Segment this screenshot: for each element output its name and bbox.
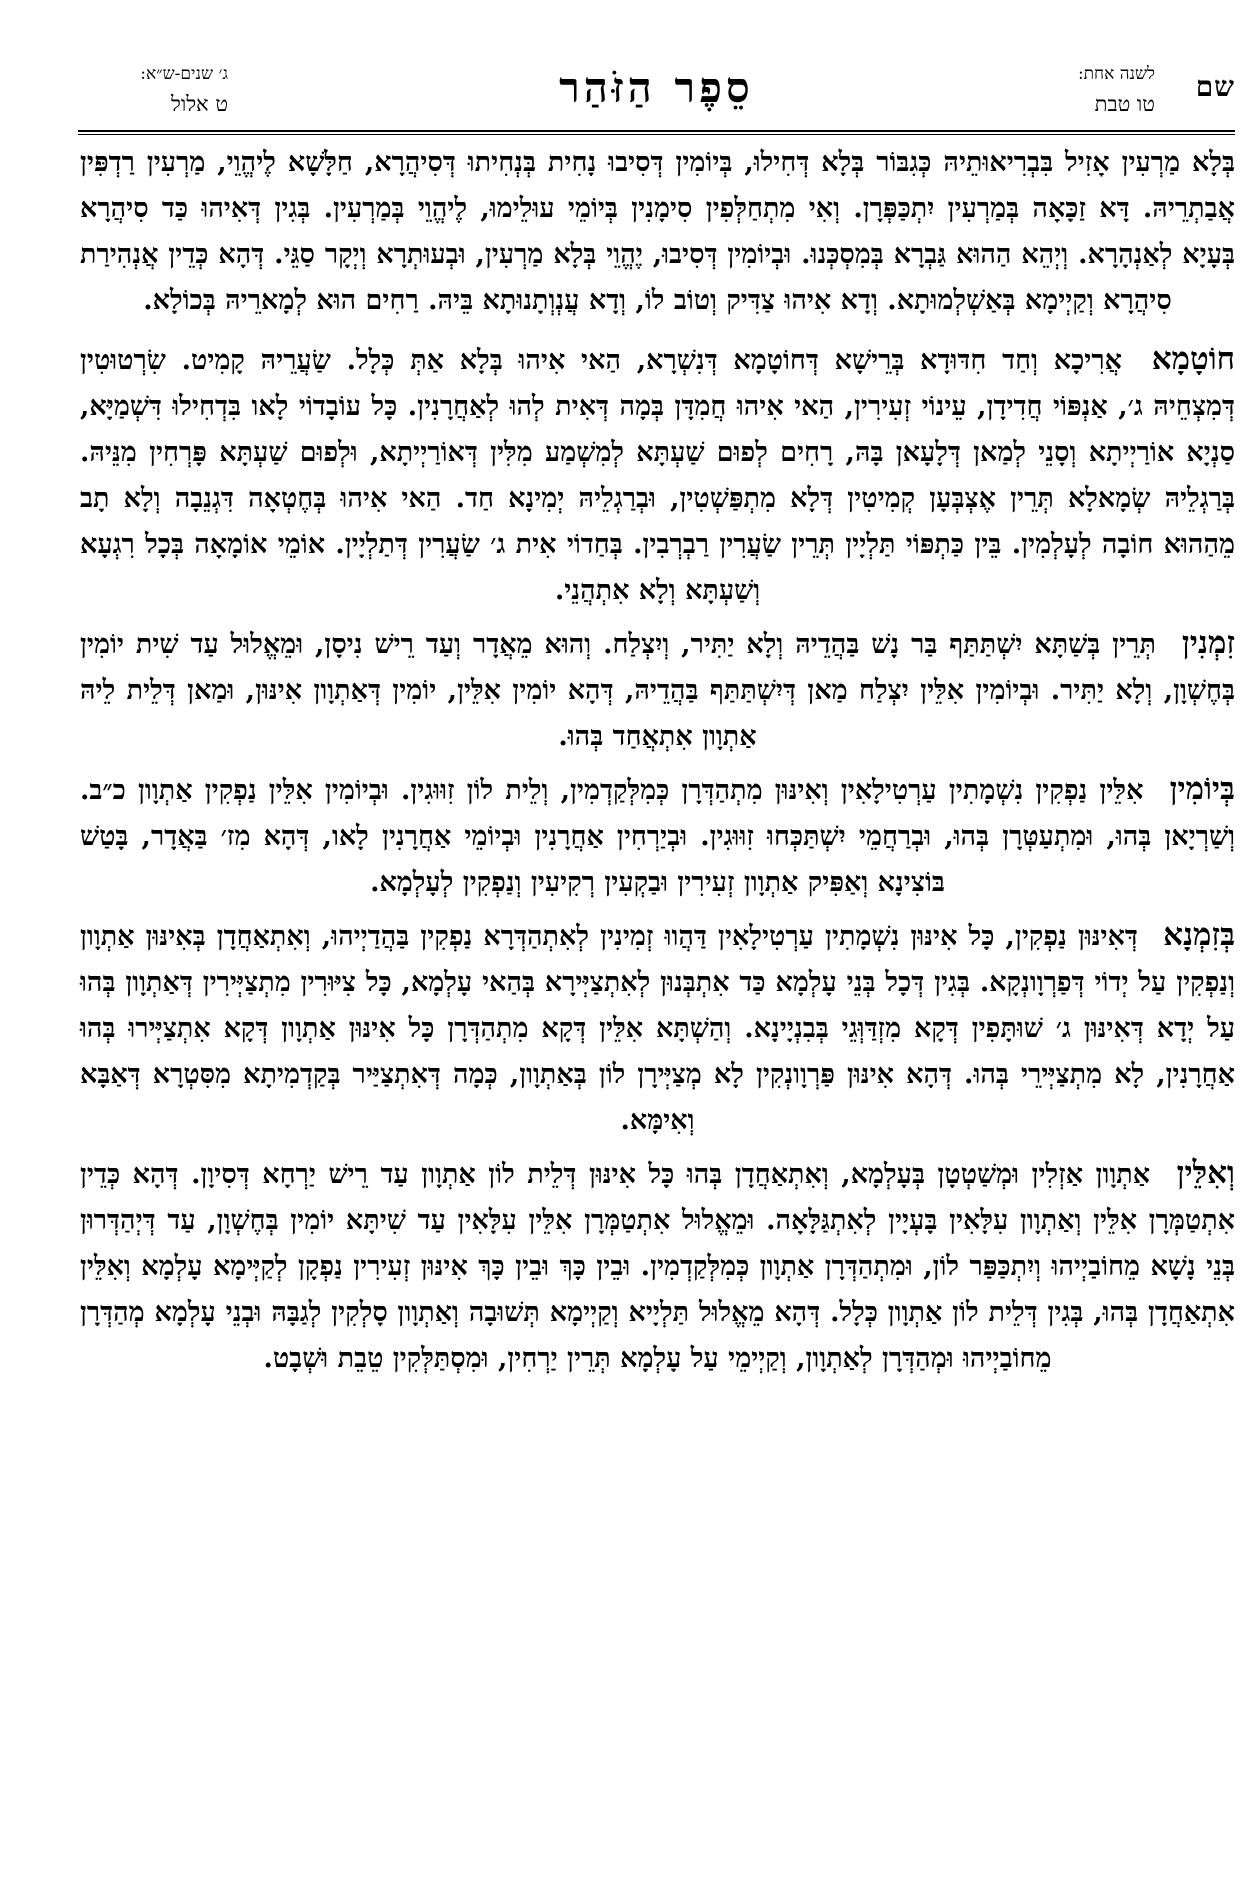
paragraph-lead-word: בְּיוֹמִין [1169, 771, 1235, 807]
paragraph-text: אֲרִיכָא וְחַד חִדּוּדָא בְּרֵישָׁא דְּחוֹטָמָא דְּנִשְׁרָא, הַאי אִיהוּ בְּלָא אַתְּ כְּלָל. שַׂעֲרֵיהּ קָמִיט. שִׂרְטוּטִין דְּמִצְחֵיהּ ג׳, אַנְפּוֹי חֲדִידָן, עֵינוֹי זְעִירִין, הַאי אִיהוּ חֲמִדָּן בְּמָה דְּאִית לְהוּ לְאַחֲרָנִין. כָּל עוֹבָדוֹי לָאו בִּדְחִילוּ דִּשְׁמַיָּא, סַנְיָא אוֹרַיְיתָא וְסָנֵי לְמַאן דְּלָעָאן בָּהּ, רָחִים לְפוּם שַׁעְתָּא לְמִשְׁמַע מִלִּין דְּאוֹרַיְיתָא, וּלְפוּם שַׁעְתָּא פָּרְחִין מִנֵּיהּ. בְּרַגְלֵיהּ שְׂמָאלָא תְּרֵין אֶצְבְּעָן קְמִיטִין דְּלָא מִתְפַּשְׁטִין, וּבְרַגְלֵיהּ יְמִינָא חַד. הַאי אִיהוּ בְּחֶטְאָה דִּגְנֵבָה וְלָא תָב מֵהַהוּא חוֹבָה לְעָלְמִין. בֵּין כַּתְפּוֹי תַּלְיָין תְּרֵין שַׂעֲרִין רַבְרְבִין. בְּחַדוֹי אִית ג׳ שַׂעֲרִין דְּתַלְיָין. אוֹמֵי אוֹמָאָה בְּכָל רִגְעָא וְשַׁעְתָּא וְלָא אִתְהֲנֵי. [80, 345, 1235, 606]
paragraph-lead-word: זִמְנִין [1181, 625, 1235, 661]
paragraph [80, 912, 1235, 1144]
header-divider [78, 130, 1235, 132]
paragraph-text: דְּאִינּוּן נַפְקִין, כָּל אִינּוּן נִשְׁמָתִין עַרְטִילָאִין דַּהֲווּ זְמִינִין לְאִתְהַדְּרָא נַפְקִין בַּהֲדַיְיהוּ, וְאִתְאַחֲדָן בְּאִינּוּן אַתְוָון וְנַפְקִין עַל יְדוֹי דְּפַרְוָונְקָא. בְּגִין דְּכָל בְּנֵי עָלְמָא כַּד אִתְבְּנוּן לְאִתְצַיְּירָא בְּהַאי עָלְמָא, כָּל צִיּוּרִין מִתְצַיְּירִין דְּאַתְוָון בְּהוּ עַל יְדָא דְּאִינּוּן ג׳ שׁוּתָּפִין דְּקָא מִזְדַּוְּגֵי בְּבִנְיָינָא. וְהַשְׁתָּא אִלֵּין דְּקָא מִתְהַדְּרָן כָּל אִינּוּן אַתְוָון דְּקָא אִתְצַיְּירוּ בְּהוּ אַחֲרָנִין, לָא מִתְצַיְּירֵי בְּהוּ. דְּהָא אִינּוּן פַּרְוָונְקִין לָא מְצַיְּירָן לוֹן בְּאַתְוָון, כְּמָה דְּאִתְצַיַּיר בְּקַדְמִיתָא מִסִּטְרָא דְּאַבָּא וְאִימָּא. [80, 921, 1235, 1136]
parasha-name: שם [1195, 70, 1235, 103]
paragraph [80, 336, 1235, 614]
paragraph-lead-word: חוֹטָמָא [1151, 341, 1235, 377]
three-year-schedule [78, 62, 228, 116]
main-text [80, 140, 1235, 1388]
three-year-date: ט אלול [171, 92, 228, 116]
paragraph-text: אִלֵּין נַפְקִין נִשְׁמָתִין עַרְטִילָאִין וְאִינּוּן מִתְהַדְּרָן כְּמִלְּקַדְמִין, וְלֵית לוֹן זִוּוּגִין. וּבְיוֹמִין אִלֵּין נַפְקִין אַתְוָון כ״ב. וְשַׁרְיָאן בְּהוּ, וּמִתְעַטְּרָן בְּהוּ, וּבְרַחֲמֵי יִשְׁתַּכְּחוּ זִוּוּגִין. וּבְיַרְחִין אַחֲרָנִין וּבְיוֹמֵי אַחֲרָנִין לָאו, דְּהָא מִז׳ בַּאֲדָר, בָּטַשׁ בּוֹצִינָא וְאַפִּיק אַתְוָון זְעִירִין וּבַקְעִין רְקִיעִין וְנַפְקִין לְעָלְמָא. [80, 775, 1235, 898]
paragraph [80, 140, 1235, 324]
paragraph-lead-word: בְּזִמְנָא [1163, 917, 1236, 953]
paragraph [80, 1150, 1235, 1382]
paragraph-lead-word: וְאִלֵּין [1176, 1155, 1235, 1191]
three-year-label: ג׳ שנים-ש״א: [140, 64, 228, 84]
one-year-label: לשנה אחת: [1077, 64, 1155, 84]
paragraph-text: בְּלָא מַרְעִין אָזִיל בִּבְרִיאוּתֵיהּ כְּגִבּוֹר בְּלָא דְּחִילוּ, בְּיוֹמִין דְּסִיבוּ נָחִית בְּנְחִיתוּ דְּסִיהֲרָא, חַלָּשָׁא לֶיהֱוֵי, מַרְעִין רַדְפִּין אֲבַתְרֵיהּ. דָּא זַכָּאָה בְּמַרְעִין יִתְכַּפְּרָן. וְאִי מִתְחַלְּפִין סִימָנִין בְּיוֹמֵי עוּלֵימוּ, לֶיהֱוֵי בְּמַרְעִין. בְּגִין דְּאִיהוּ כַּד סִיהֲרָא בְּעָיָא לְאַנְהָרָא. וְיְהֵא הַהוּא גַּבְרָא בְּמִסְכְּנוּ. וּבְיוֹמִין דְּסִיבוּ, יֶהֱוֵי בְּלָא מַרְעִין, וּבְעוּתְרָא וְיְקָר סַגֵּי. דְּהָא כְּדֵין אֲנְהִירַת סִיהֲרָא וְקַיְימָא בְּאַשְׁלְמוּתָא. וְדָא אִיהוּ צַדִּיק וְטוֹב לוֹ, וְדָא עֲנְוְתָנוּתָא בֵּיהּ. רַחִים הוּא לְמָארֵיהּ בְּכוֹלָא. [80, 147, 1235, 316]
one-year-date: טו טבת [1094, 92, 1155, 116]
paragraph [80, 766, 1235, 906]
header-divider-thin [78, 134, 1235, 135]
book-title: סֵפֶר הַזֹּהַר [559, 63, 754, 112]
paragraph-text: תְּרֵין בְּשַׁתָּא יִשְׁתַּתַּף בַּר נָשׁ בַּהֲדֵיהּ וְלָא יַתִּיר, וְיִצְלַח. וְהוּא מֵאֲדָר וְעַד רֵישׁ נִיסָן, וּמֵאֱלוּל עַד שִׁית יוֹמִין בְּחֶשְׁוָן, וְלָא יַתִּיר. וּבְיוֹמִין אִלֵּין יִצְלַח מַאן דְּיִשְׁתַּתַּף בַּהֲדֵיהּ, דְּהָא יוֹמִין אִלֵּין, יוֹמִין דְּאַתְוָון אִינּוּן, וּמַאן דְּלֵית לֵיהּ אַתְוָון אִתְאֲחַד בְּהוּ. [80, 629, 1235, 752]
paragraph [80, 620, 1235, 760]
paragraph-text: אַתְוָון אַזְלִין וּמְשַׁטְטָן בְּעָלְמָא, וְאִתְאַחֲדָן בְּהוּ כָּל אִינּוּן דְּלֵית לוֹן אַתְוָון עַד רֵישׁ יַרְחָא דְּסִיוָן. דְּהָא כְּדֵין אִתְטַמְּרָן אִלֵּין וְאַתְוָון עִלָּאִין בָּעְיָין לְאִתְגַּלָּאָה. וּמֵאֱלוּל אִתְטַמְּרָן אִלֵּין עִלָּאִין עַד שִׁיתָּא יוֹמִין בְּחֶשְׁוָן, עַד דְּיְהַדְּרוּן בְּנֵי נָשָׁא מֵחוֹבַיְיהוּ וְיִתְכַּפַּר לוֹן, וּמִתְהַדְּרָן אַתְוָון כְּמִלְּקַדְמִין. וּבֵין כָּךְ וּבֵין כָּךְ אִינּוּן זְעִירִין נַפְקָן לְקַיְּימָא עָלְמָא וְאִלֵּין אִתְאַחֲדָן בְּהוּ, בְּגִין דְּלֵית לוֹן אַתְוָון כְּלָל. דְּהָא מֵאֱלוּל תַּלְיָיא וְקַיְימָא תְּשׁוּבָה וְאַתְוָון סָלְקִין לְגַבָּהּ וּבְנֵי עָלְמָא מְהַדְּרָן מֵחוֹבַיְיהוּ וּמְהַדְּרָן לְאַתְוָון, וְקַיְימֵי עַל עָלְמָא תְּרֵין יַרְחִין, וּמִסְתַּלְּקִין טֵבֵת וּשְׁבָט. [80, 1159, 1235, 1374]
page-header [78, 62, 1235, 126]
